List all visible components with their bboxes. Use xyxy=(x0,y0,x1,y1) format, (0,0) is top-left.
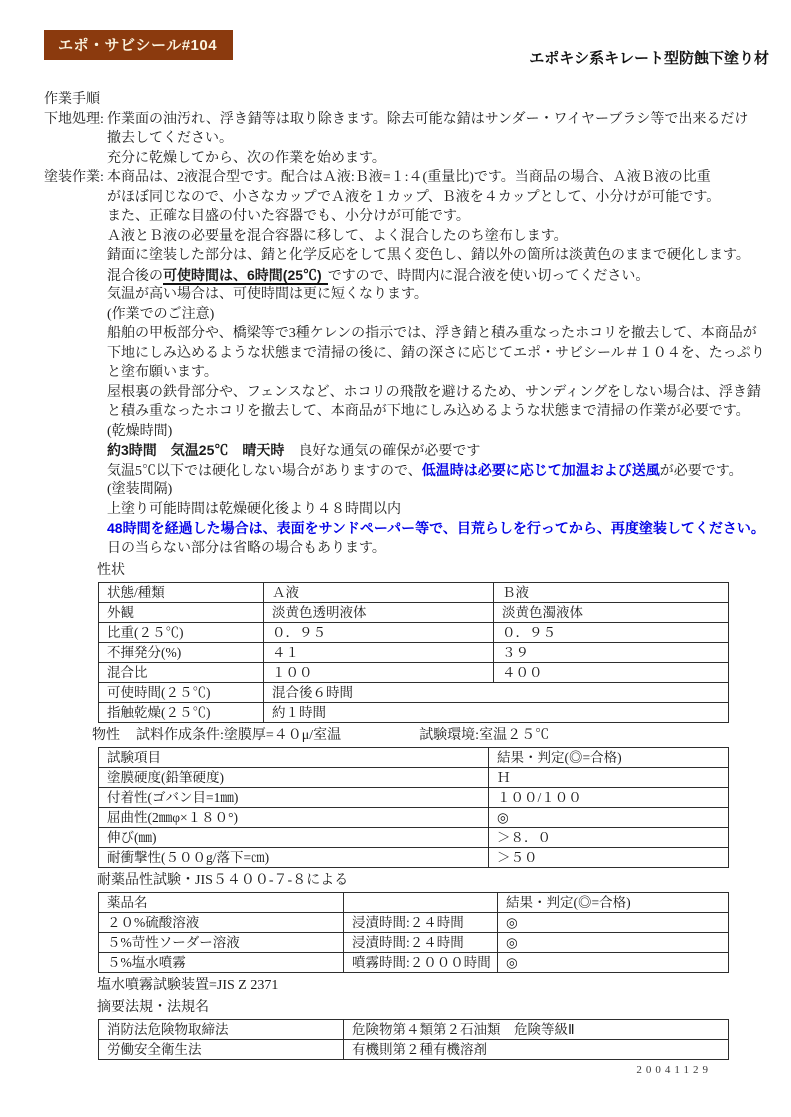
table-cell: ◎ xyxy=(489,808,729,828)
table-row xyxy=(99,808,729,828)
table-row xyxy=(99,953,729,973)
table-cell: 消防法危険物取締法 xyxy=(99,1020,344,1040)
table-cell: 淡黄色透明液体 xyxy=(264,603,494,623)
table-cell: 可使時間(２５℃) xyxy=(99,683,264,703)
table-cell: 伸び(㎜) xyxy=(99,828,489,848)
table-row xyxy=(99,703,729,723)
text-line: と塗布願います。 xyxy=(107,365,218,380)
text-segment: 良好な通気の確保が必要です xyxy=(284,444,481,459)
text-segment: 本商品は、2液混合型です。配合はＡ液:Ｂ液=１:４(重量比)です。当商品の場合、Ａ液Ｂ液の比重 xyxy=(107,170,711,185)
table-title-physical xyxy=(92,726,769,745)
test-environment: 試験環境:室温２５℃ xyxy=(419,728,550,743)
table-row xyxy=(99,623,729,643)
text-line: 錆面に塗装した部分は、錆と化学反応をして黒く変色し、錆以外の箇所は淡黄色のままで硬化します。 xyxy=(107,248,750,263)
table-row xyxy=(99,663,729,683)
table-cell: 淡黄色濁液体 xyxy=(494,603,729,623)
table-cell: 有機則第２種有機溶剤 xyxy=(344,1040,729,1060)
text-line xyxy=(44,110,769,130)
physical-properties-table xyxy=(98,747,729,868)
page-header xyxy=(44,30,769,84)
row-label-painting: 塗装作業: xyxy=(44,170,104,185)
state-table xyxy=(98,582,729,723)
text-segment: 混合後の xyxy=(107,268,163,284)
section-heading-procedure: 作業手順 xyxy=(44,92,100,107)
text-line: 上塗り可能時間は乾燥硬化後より４８時間以内 xyxy=(107,501,401,517)
table-cell: ◎ xyxy=(498,913,729,933)
table-cell: ３９ xyxy=(494,643,729,663)
table-cell: ２０%硫酸溶液 xyxy=(99,913,344,933)
table-cell: ０．９５ xyxy=(264,623,494,643)
table-cell: 約１時間 xyxy=(264,703,729,723)
table-cell: 付着性(ゴバン目=1㎜) xyxy=(99,788,489,808)
text-line: 船舶の甲板部分や、橋梁等で3種ケレンの指示では、浮き錆と積み重なったホコリを撤去して、本商品が xyxy=(107,326,757,341)
table-cell: 混合後６時間 xyxy=(264,683,729,703)
table-title-chemical: 耐薬品性試験・JIS５４００-７-８による xyxy=(97,873,349,888)
text-line: 屋根裏の鉄骨部分や、フェンスなど、ホコリの飛散を避けるため、サンディングをしない場合は、浮き錆 xyxy=(107,384,761,400)
table-cell: ４００ xyxy=(494,663,729,683)
table-cell: 指触乾燥(２５℃) xyxy=(99,703,264,723)
text-line: 気温が高い場合は、可使時間は更に短くなります。 xyxy=(107,287,428,302)
table-cell: 比重(２５℃) xyxy=(99,623,264,643)
note-line: (塗装間隔) xyxy=(107,482,173,497)
note-line: (乾燥時間) xyxy=(107,423,173,439)
table-cell: 浸漬時間:２４時間 xyxy=(344,913,498,933)
table-cell: ＞５０ xyxy=(489,848,729,868)
product-subtitle: エポキシ系キレート型防蝕下塗り材 xyxy=(529,50,769,67)
emphasis-recoat-warning: 48時間を経過した場合は、表面をサンドペーパー等で、目荒らしを行ってから、再度塗装してください。 xyxy=(107,520,765,536)
table-cell: 結果・判定(◎=合格) xyxy=(489,748,729,768)
product-badge: エポ・サビシール#104 xyxy=(44,30,233,60)
table-cell: 耐衝撃性(５００g/落下=㎝) xyxy=(99,848,489,868)
text-line xyxy=(44,168,769,188)
table-row xyxy=(99,828,729,848)
emphasis-dry-time: 約3時間 気温25℃ 晴天時 xyxy=(107,442,285,458)
table-row xyxy=(99,893,729,913)
regulations-table xyxy=(98,1019,729,1060)
table-cell: 塗膜硬度(鉛筆硬度) xyxy=(99,768,489,788)
text-segment: 気温5℃以下では硬化しない場合がありますので、 xyxy=(107,463,422,479)
salt-spray-note: 塩水噴霧試験装置=JIS Z 2371 xyxy=(97,978,279,993)
emphasis-pot-life: 可使時間は、6時間(25℃) xyxy=(163,267,328,285)
table-cell: ５%苛性ソーダー溶液 xyxy=(99,933,344,953)
sample-conditions: 試料作成条件:塗膜厚=４０μ/室温 xyxy=(136,728,342,743)
table-cell: 労働安全衛生法 xyxy=(99,1040,344,1060)
text-line: がほぼ同じなので、小さなカップでＡ液を１カップ、Ｂ液を４カップとして、小分けが可能です。 xyxy=(107,189,721,205)
table-cell: Ｂ液 xyxy=(494,583,729,603)
text-line: 日の当らない部分は省略の場合もあります。 xyxy=(107,540,386,556)
table-row xyxy=(99,603,729,623)
table-row xyxy=(99,848,729,868)
table-cell: Ａ液 xyxy=(264,583,494,603)
table-cell: 結果・判定(◎=合格) xyxy=(498,893,729,913)
table-cell: 危険物第４類第２石油類 危険等級Ⅱ xyxy=(344,1020,729,1040)
emphasis-low-temp: 低温時は必要に応じて加温および送風 xyxy=(421,461,660,478)
text-segment: が必要です。 xyxy=(659,463,743,479)
table-cell: 浸漬時間:２４時間 xyxy=(344,933,498,953)
text-segment: ですので、時間内に混合液を使い切ってください。 xyxy=(327,268,650,284)
table-cell: ◎ xyxy=(498,953,729,973)
text-line: Ａ液とＢ液の必要量を混合容器に移して、よく混合したのち塗布します。 xyxy=(107,228,568,244)
table-cell: 試験項目 xyxy=(99,748,489,768)
table-row xyxy=(99,933,729,953)
table-row xyxy=(99,583,729,603)
text-line: 下地にしみ込めるような状態まで清掃の後に、錆の深さに応じてエポ・サビシール＃１０４を、たっぷり xyxy=(107,345,765,361)
text-line: 撤去してください。 xyxy=(107,131,233,146)
table-cell: ＞８．０ xyxy=(489,828,729,848)
table-cell: ５%塩水噴霧 xyxy=(99,953,344,973)
table-row xyxy=(99,748,729,768)
text-line xyxy=(107,441,769,461)
table-title-regulations: 摘要法規・法規名 xyxy=(97,1000,209,1015)
table-cell: １００/１００ xyxy=(489,788,729,808)
table-cell: １００ xyxy=(264,663,494,683)
text-line: と積み重なったホコリを撤去して、本商品が下地にしみ込めるような状態まで清掃の作業が必要です。 xyxy=(107,404,750,419)
row-label-base-prep: 下地処理: xyxy=(44,111,104,127)
table-cell: 混合比 xyxy=(99,663,264,683)
table-row xyxy=(99,768,729,788)
table-row xyxy=(99,683,729,703)
procedure-body xyxy=(44,110,769,559)
text-line xyxy=(107,266,769,286)
text-line: また、正確な目盛の付いた容器でも、小分けが可能です。 xyxy=(107,209,470,224)
table-cell: ４１ xyxy=(264,643,494,663)
chemical-resistance-table xyxy=(98,892,729,973)
text-line: 充分に乾燥してから、次の作業を始めます。 xyxy=(107,150,386,166)
table-cell: 薬品名 xyxy=(99,893,344,913)
text-line xyxy=(107,461,769,481)
table-row xyxy=(99,913,729,933)
table-row xyxy=(99,1040,729,1060)
table-title-state: 性状 xyxy=(97,563,125,578)
text-line xyxy=(107,519,769,539)
table-cell: 状態/種類 xyxy=(99,583,264,603)
text-segment: 作業面の油汚れ、浮き錆等は取り除きます。除去可能な錆はサンダー・ワイヤーブラシ等で出来るだけ xyxy=(107,111,749,127)
table-cell: Ｈ xyxy=(489,768,729,788)
table-cell: 噴霧時間:２０００時間 xyxy=(344,953,498,973)
table-row xyxy=(99,643,729,663)
table-cell: ０．９５ xyxy=(494,623,729,643)
date-code: 20041129 xyxy=(636,1064,712,1076)
table-cell: 外観 xyxy=(99,603,264,623)
table-cell: ◎ xyxy=(498,933,729,953)
table-row xyxy=(99,1020,729,1040)
table-row xyxy=(99,788,729,808)
physical-label: 物性 xyxy=(92,728,120,743)
note-line: (作業でのご注意) xyxy=(107,306,215,322)
table-cell xyxy=(344,893,498,913)
table-cell: 不揮発分(%) xyxy=(99,643,264,663)
table-cell: 屈曲性(2㎜φ×１８０°) xyxy=(99,808,489,828)
